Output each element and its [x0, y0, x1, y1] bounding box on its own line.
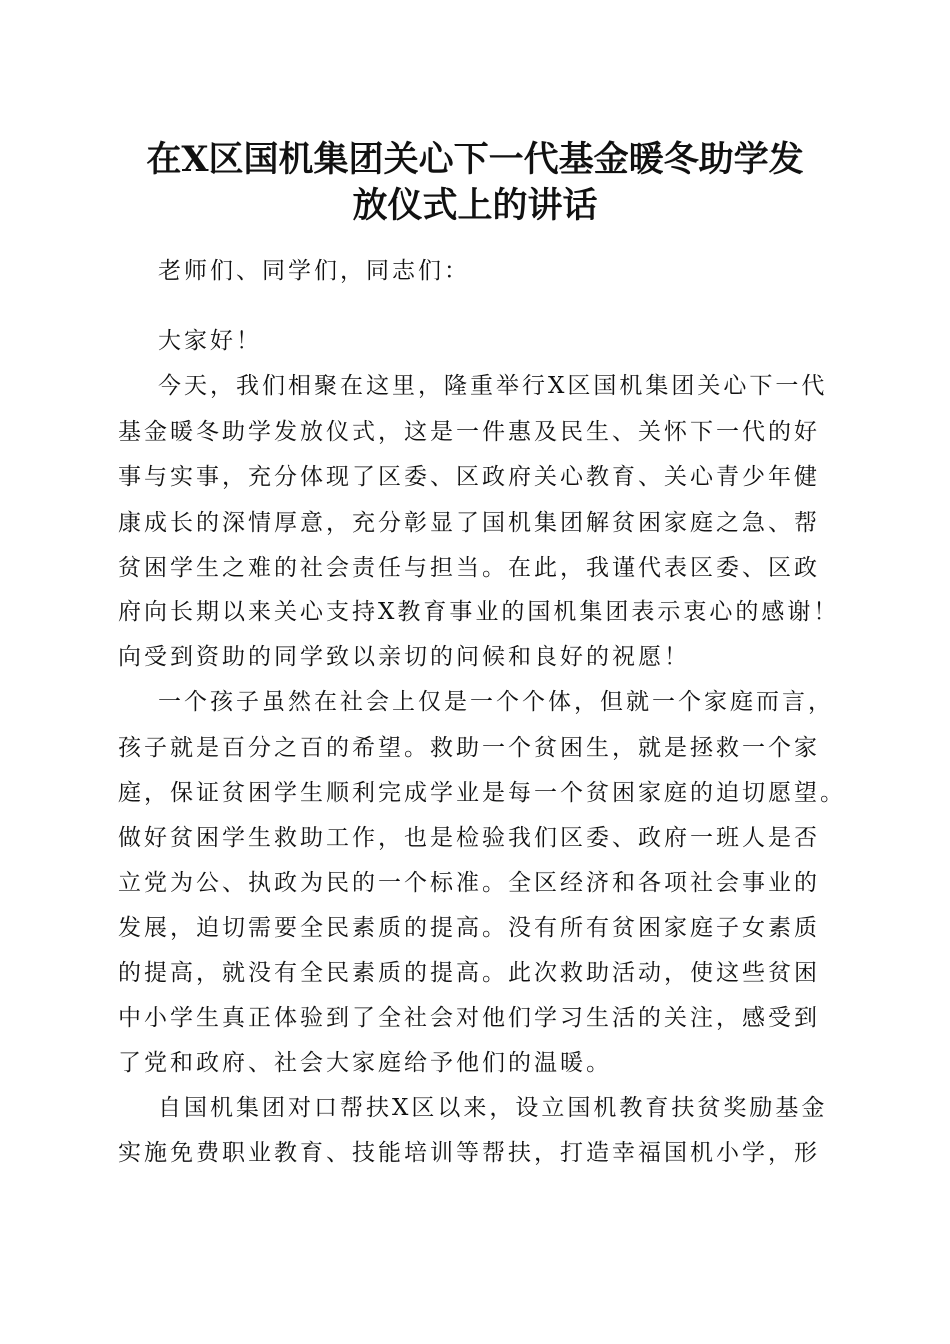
body-text-line: 做好贫困学生救助工作，也是检验我们区委、政府一班人是否	[118, 825, 820, 851]
body-text-line: 自国机集团对口帮扶X区以来，设立国机教育扶贫奖励基金	[158, 1095, 828, 1121]
body-text-line: 的提高，就没有全民素质的提高。此次救助活动，使这些贫困	[118, 960, 820, 986]
body-text-line: 了党和政府、社会大家庭给予他们的温暖。	[118, 1050, 612, 1076]
document-title-line-1: 在X区国机集团关心下一代基金暖冬助学发	[146, 139, 804, 180]
body-text-line: 发展，迫切需要全民素质的提高。没有所有贫困家庭子女素质	[118, 915, 820, 941]
body-text-line: 今天，我们相聚在这里，隆重举行X区国机集团关心下一代	[158, 373, 828, 399]
body-text-line: 事与实事，充分体现了区委、区政府关心教育、关心青少年健	[118, 464, 820, 490]
document-title-line-2: 放仪式上的讲话	[352, 185, 598, 226]
body-text-line: 基金暖冬助学发放仪式，这是一件惠及民生、关怀下一代的好	[118, 419, 820, 445]
body-text-line: 府向长期以来关心支持X教育事业的国机集团表示衷心的感谢！	[118, 599, 840, 625]
body-text-line: 庭，保证贫困学生顺利完成学业是每一个贫困家庭的迫切愿望。	[118, 780, 846, 806]
body-text-line: 老师们、同学们，同志们：	[158, 258, 470, 284]
body-text-line: 向受到资助的同学致以亲切的问候和良好的祝愿！	[118, 644, 690, 670]
body-text-line: 一个孩子虽然在社会上仅是一个个体，但就一个家庭而言，	[158, 689, 834, 715]
body-text-line: 立党为公、执政为民的一个标准。全区经济和各项社会事业的	[118, 870, 820, 896]
body-text-line: 贫困学生之难的社会责任与担当。在此，我谨代表区委、区政	[118, 555, 820, 581]
body-text-line: 康成长的深情厚意，充分彰显了国机集团解贫困家庭之急、帮	[118, 510, 820, 536]
body-text-line: 孩子就是百分之百的希望。救助一个贫困生，就是拯救一个家	[118, 735, 820, 761]
body-text-line: 实施免费职业教育、技能培训等帮扶，打造幸福国机小学，形	[118, 1140, 820, 1166]
body-text-line: 大家好！	[158, 328, 262, 354]
body-text-line: 中小学生真正体验到了全社会对他们学习生活的关注，感受到	[118, 1005, 820, 1031]
